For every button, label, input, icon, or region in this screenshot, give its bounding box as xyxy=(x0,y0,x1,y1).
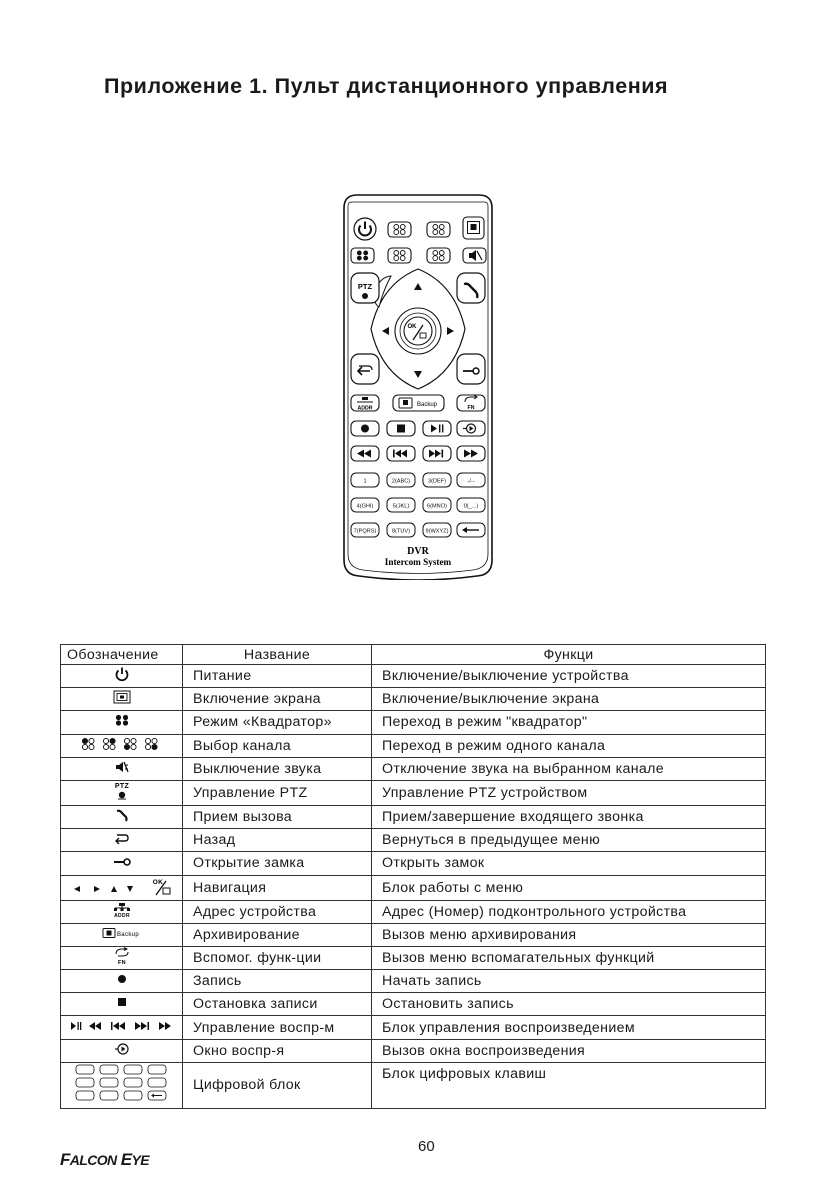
row-function: Вызов окна воспроизведения xyxy=(372,1039,766,1062)
row-name: Режим «Квадратор» xyxy=(183,711,372,734)
record-icon xyxy=(116,973,128,985)
table-row xyxy=(61,970,766,993)
fn-icon xyxy=(113,947,131,965)
row-name: Прием вызова xyxy=(183,805,372,828)
row-function: Блок управления воспроизведением xyxy=(372,1016,766,1039)
header-symbol: Обозначение xyxy=(61,645,183,665)
row-name: Выключение звука xyxy=(183,757,372,780)
table-row xyxy=(61,852,766,875)
remote-key-2: 2(ABC) xyxy=(391,478,411,485)
screen-icon xyxy=(113,690,131,704)
channel-select-icons xyxy=(81,737,163,751)
remote-key-9: 9(WXYZ) xyxy=(425,528,449,535)
table-header-row xyxy=(61,645,766,665)
table-row xyxy=(61,946,766,969)
remote-key-1: 1 xyxy=(363,478,367,485)
row-name: Управление PTZ xyxy=(183,780,372,805)
row-name: Открытие замка xyxy=(183,852,372,875)
unlock-icon xyxy=(113,857,131,867)
row-name: Включение экрана xyxy=(183,688,372,711)
keypad-icons xyxy=(74,1063,170,1103)
playback-window-icon xyxy=(114,1042,130,1056)
stop-icon xyxy=(116,996,128,1008)
remote-key-5: 5(JKL) xyxy=(392,503,410,510)
row-name: Окно воспр-я xyxy=(183,1039,372,1062)
quad-icon xyxy=(113,713,131,727)
remote-footer-dvr: DVR xyxy=(407,546,429,557)
row-name: Навигация xyxy=(183,875,372,900)
row-function: Переход в режим "квадратор" xyxy=(372,711,766,734)
row-name: Цифровой блок xyxy=(183,1062,372,1108)
remote-ok-label: OK xyxy=(407,324,417,330)
row-function: Вызов меню архивирования xyxy=(372,923,766,946)
ptz-icon xyxy=(112,781,132,801)
row-function: Блок цифровых клавиш xyxy=(372,1062,766,1108)
row-name: Вспомог. функ-ции xyxy=(183,946,372,969)
table-row xyxy=(61,923,766,946)
page-number: 60 xyxy=(418,1138,435,1155)
row-function: Включение/выключение экрана xyxy=(372,688,766,711)
row-name: Запись xyxy=(183,970,372,993)
remote-key-0: 0(_...) xyxy=(463,503,479,510)
remote-control-illustration xyxy=(343,194,493,580)
remote-backup-label: Backup xyxy=(416,402,438,408)
table-row xyxy=(61,875,766,900)
svg-text:OK: OK xyxy=(152,878,163,886)
back-icon xyxy=(114,831,130,845)
table-row xyxy=(61,900,766,923)
row-function: Управление PTZ устройством xyxy=(372,780,766,805)
remote-addr-label: ADDR xyxy=(357,405,373,412)
row-name: Адрес устройства xyxy=(183,900,372,923)
remote-footer-intercom: Intercom System xyxy=(384,557,452,567)
row-function: Включение/выключение устройства xyxy=(372,665,766,688)
row-function: Вызов меню вспомагательных функций xyxy=(372,946,766,969)
row-function: Переход в режим одного канала xyxy=(372,734,766,757)
table-row xyxy=(61,829,766,852)
svg-text:PTZ: PTZ xyxy=(114,782,129,790)
playback-controls-icons xyxy=(69,1020,175,1032)
row-name: Управление воспр-м xyxy=(183,1016,372,1039)
row-name: Архивирование xyxy=(183,923,372,946)
table-row xyxy=(61,688,766,711)
row-name: Назад xyxy=(183,829,372,852)
remote-key-7: 7(PQRS) xyxy=(353,528,377,535)
row-function: Отключение звука на выбранном канале xyxy=(372,757,766,780)
remote-fn-label: FN xyxy=(467,405,475,411)
table-row xyxy=(61,1039,766,1062)
table-row xyxy=(61,734,766,757)
remote-key-3: 3(DEF) xyxy=(427,478,447,485)
row-function: Вернуться в предыдущее меню xyxy=(372,829,766,852)
svg-text:Backup: Backup xyxy=(116,931,139,938)
call-icon xyxy=(115,808,129,822)
row-name: Питание xyxy=(183,665,372,688)
svg-text:ADDR: ADDR xyxy=(113,912,130,918)
table-row xyxy=(61,1062,766,1108)
remote-ptz-label: PTZ xyxy=(357,282,373,291)
brand-logo: FALCON EYE xyxy=(60,1150,149,1169)
remote-key-dash: -/-- xyxy=(467,478,475,485)
table-row xyxy=(61,1016,766,1039)
table-row xyxy=(61,993,766,1016)
row-function: Начать запись xyxy=(372,970,766,993)
row-name: Остановка записи xyxy=(183,993,372,1016)
table-row xyxy=(61,805,766,828)
mute-icon xyxy=(115,760,129,774)
header-name: Название xyxy=(183,645,372,665)
row-function: Остановить запись xyxy=(372,993,766,1016)
table-row xyxy=(61,780,766,805)
addr-icon xyxy=(112,902,132,918)
svg-text:FN: FN xyxy=(117,959,126,965)
navigation-icons xyxy=(70,876,174,896)
row-function: Открыть замок xyxy=(372,852,766,875)
row-function: Блок работы с меню xyxy=(372,875,766,900)
header-function: Функци xyxy=(372,645,766,665)
remote-functions-table xyxy=(60,644,766,1109)
power-icon xyxy=(114,666,130,682)
table-row xyxy=(61,665,766,688)
backup-icon xyxy=(102,927,142,939)
row-function: Адрес (Номер) подконтрольного устройства xyxy=(372,900,766,923)
remote-key-6: 6(MNO) xyxy=(427,503,447,510)
remote-power-button xyxy=(354,218,376,240)
remote-key-4: 4(GHI) xyxy=(356,503,374,510)
table-row xyxy=(61,711,766,734)
remote-key-8: 8(TUV) xyxy=(391,528,411,535)
row-name: Выбор канала xyxy=(183,734,372,757)
row-function: Прием/завершение входящего звонка xyxy=(372,805,766,828)
table-row xyxy=(61,757,766,780)
page-title: Приложение 1. Пульт дистанционного управления xyxy=(104,74,669,98)
